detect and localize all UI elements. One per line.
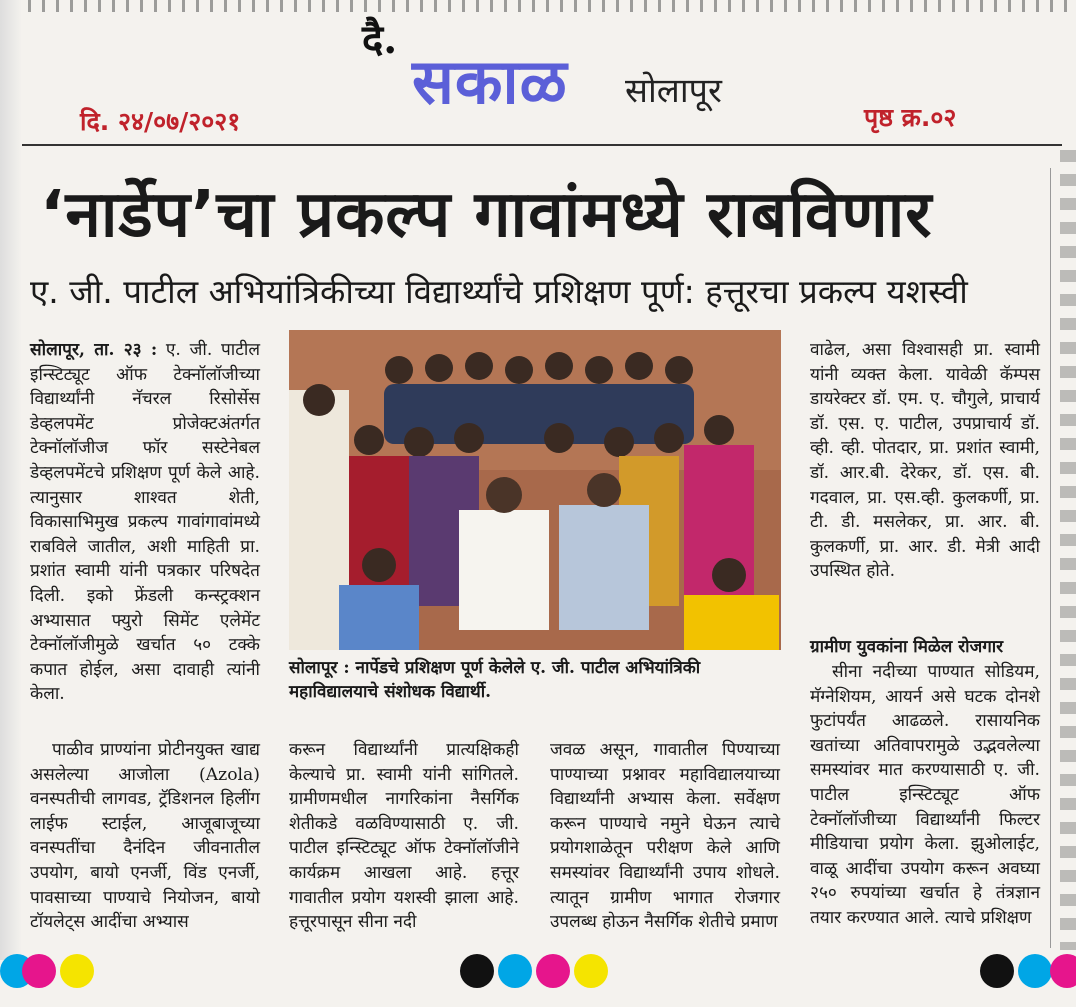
- masthead-logo: सकाळ: [412, 45, 568, 118]
- article-column-4-top: वाढेल, असा विश्वासही प्रा. स्वामी यांनी व्यक्त केला. यावेळी कॅम्पस डायरेक्टर डॉ. एम. ए. चौगुले, प्राचार्य डॉ. एस. ए. पाटील, उपप्राचार्य डॉ. व्ही. व्ही. पोतदार, प्रा. प्रशांत स्वामी, डॉ. आर.बी. देरेकर, डॉ. एस. बी. गदवाल, प्रा. एस.व्ही. कुलकर्णी, प्रा. टी. डी. मसलेकर, प्रा. आर. बी. कुलकर्णी, प्रा. आर. डी. मेत्री आदी उपस्थित होते.: [810, 340, 1040, 582]
- issue-date: दि. २४/०७/२०२१: [80, 107, 241, 136]
- column-divider: [1050, 168, 1051, 948]
- section-subtitle: ग्रामीण युवकांना मिळेल रोजगार: [810, 637, 1004, 657]
- masthead-city: सोलापूर: [625, 71, 722, 111]
- page-margin: [0, 0, 22, 960]
- registration-dot-cyan: [1018, 954, 1052, 988]
- column-1-top-text: ए. जी. पाटील इन्स्टिट्यूट ऑफ टेक्नॉलॉजीच्या विद्यार्थ्यांनी नॅचरल रिसोर्सेस डेव्हलपमेंट प्रोजेक्टअंतर्गत टेक्नॉलॉजीज फॉर सस्टेनेबल डेव्हलपमेंटचे प्रशिक्षण पूर्ण केले आहे. त्यानुसार शाश्वत शेती, विकासाभिमुख प्रकल्प गावांगावांमध्ये राबविले जातील, अशी माहिती प्रा. प्रशांत स्वामी यांनी पत्रकार परिषदेत दिली. इको फ्रेंडली कन्स्ट्रक्शन अभ्यासात फ्युरो सिमेंट एलेमेंट टेक्नॉलॉजीमुळे खर्चात ५० टक्के कपात होईल, असा दावाही त्यांनी केला.: [30, 340, 260, 705]
- article-column-4-bottom: सीना नदीच्या पाण्यात सोडियम, मॅग्नेशियम, आयर्न असे घटक दोनशे फुटांपर्यंत आढळले. रासायनिक खतांच्या अतिवापरामुळे उद्भवलेल्या समस्यांवर मात करण्यासाठी ए. जी. पाटील इन्स्टिट्यूट ऑफ टेक्नॉलॉजीच्या विद्यार्थ्यांनी फिल्टर मीडियाचा प्रयोग केला. झुओलाईट, वाळू आदींचा उपयोग करून अवघ्या २५० रुपयांच्या खर्चात हे तंत्रज्ञान तयार करण्यात आले. त्याचे प्रशिक्षण: [810, 662, 1040, 928]
- adjacent-column-edge: [1060, 150, 1076, 950]
- article-column-1-top: [30, 338, 260, 707]
- registration-dot-magenta: [536, 954, 570, 988]
- registration-dot-black: [980, 954, 1014, 988]
- registration-dot-magenta: [22, 954, 56, 988]
- group-photo: [289, 330, 781, 650]
- article-subheadline: ए. जी. पाटील अभियांत्रिकीच्या विद्यार्थ्यांचे प्रशिक्षण पूर्ण: हत्तूरचा प्रकल्प यशस्वी: [30, 272, 968, 311]
- masthead-divider: [22, 144, 1062, 146]
- top-registration-ticks: [0, 0, 1076, 12]
- registration-dot-cyan: [498, 954, 532, 988]
- page-number: पृष्ठ क्र.०२: [864, 103, 957, 132]
- registration-dot-black: [460, 954, 494, 988]
- registration-dot-yellow: [574, 954, 608, 988]
- photo-caption: सोलापूर : नार्पेडचे प्रशिक्षण पूर्ण केलेले ए. जी. पाटील अभियांत्रिकी महाविद्यालयाचे संशोधक विद्यार्थी.: [289, 658, 701, 702]
- article-column-3: जवळ असून, गावातील पिण्याच्या पाण्याच्या प्रश्नावर महाविद्यालयाच्या विद्यार्थ्यांनी अभ्यास केला. सर्वेक्षण करून पाण्याचे नमुने घेऊन त्याचे प्रयोगशाळेतून परीक्षण केले आणि समस्यांवर विद्यार्थ्यांनी उपाय शोधले. त्यातून ग्रामीण भागात रोजगार उपलब्ध होऊन नैसर्गिक शेतीचे प्रमाण: [550, 740, 780, 933]
- article-headline: ‘नार्डेप’चा प्रकल्प गावांमध्ये राबविणार: [40, 178, 933, 252]
- group-photo-illustration: [289, 330, 781, 650]
- registration-dot-yellow: [60, 954, 94, 988]
- masthead-prefix: दै.: [362, 16, 398, 63]
- dateline: सोलापूर, ता. २३ :: [30, 340, 158, 360]
- article-column-2: करून विद्यार्थ्यांनी प्रात्यक्षिकही केल्याचे प्रा. स्वामी यांनी सांगितले. ग्रामीणमधील नागरिकांना नैसर्गिक शेतीकडे वळविण्यासाठी ए. जी. पाटील इन्स्टिट्यूट ऑफ टेक्नॉलॉजीने कार्यक्रम आखला आहे. हत्तूर गावातील प्रयोग यशस्वी झाला आहे. हत्तूरपासून सीना नदी: [289, 740, 519, 933]
- registration-dot-magenta: [1050, 954, 1076, 988]
- article-column-1-bottom: पाळीव प्राण्यांना प्रोटीनयुक्त खाद्य असलेल्या आजोला (Azola) वनस्पतीची लागवड, ट्रॅडिशनल हिलींग लाईफ स्टाईल, आजूबाजूच्या वनस्पतींचा दैनंदिन जीवनातील उपयोग, बायो एनर्जी, विंड एनर्जी, पावसाच्या पाण्याचे नियोजन, बायो टॉयलेट्स आदींचा अभ्यास: [30, 740, 260, 933]
